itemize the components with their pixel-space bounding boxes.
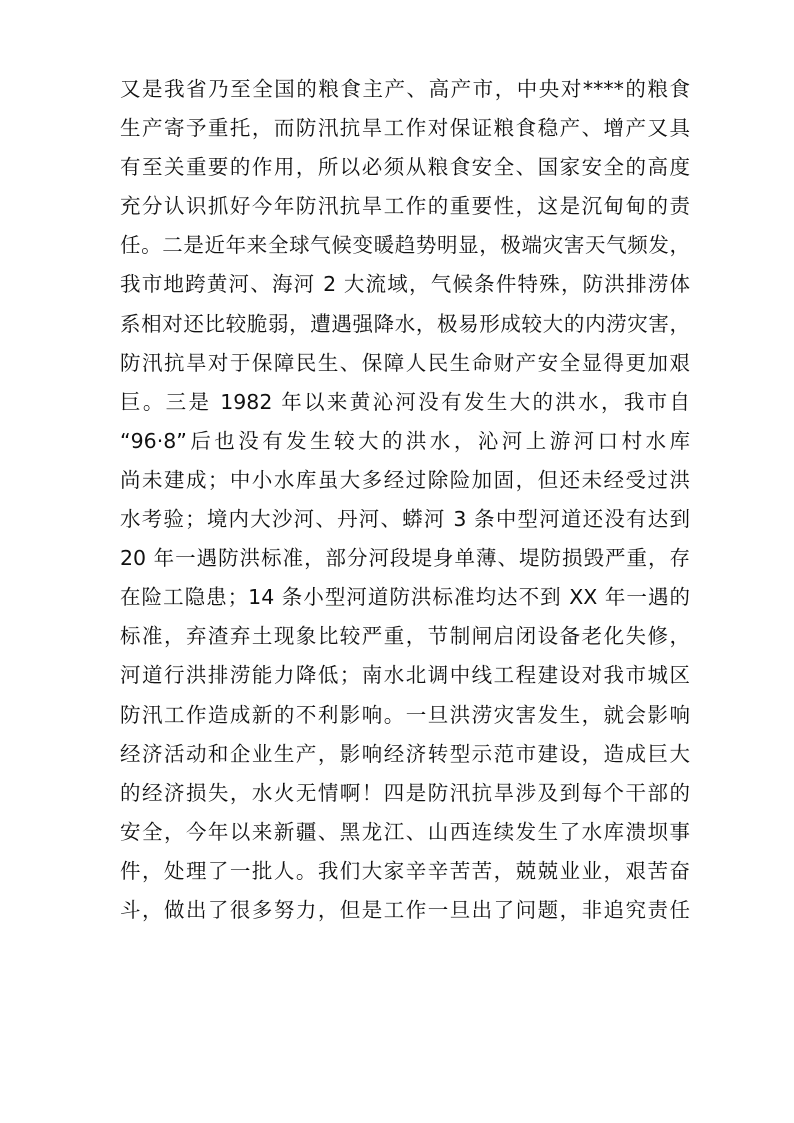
text-line: 生产寄予重托，而防汛抗旱工作对保证粮食稳产、增产又具 xyxy=(120,116,690,141)
text-line: 在险工隐患；14 条小型河道防洪标准均达不到 XX 年一遇的 xyxy=(120,585,690,610)
text-line: 任。二是近年来全球气候变暖趋势明显，极端灾害天气频发， xyxy=(120,233,690,258)
text-line: 经济活动和企业生产，影响经济转型示范市建设，造成巨大 xyxy=(120,741,690,766)
text-line: 水考验；境内大沙河、丹河、蟒河 3 条中型河道还没有达到 xyxy=(120,507,690,532)
text-line: 件，处理了一批人。我们大家辛辛苦苦，兢兢业业，艰苦奋 xyxy=(120,858,690,883)
text-line: 防汛抗旱对于保障民生、保障人民生命财产安全显得更加艰 xyxy=(120,350,690,375)
text-line: “96·8”后也没有发生较大的洪水，沁河上游河口村水库 xyxy=(120,428,690,453)
text-line: 的经济损失，水火无情啊！四是防汛抗旱涉及到每个干部的 xyxy=(120,780,690,805)
text-line: 标准，弃渣弃土现象比较严重，节制闸启闭设备老化失修， xyxy=(120,624,690,649)
text-line: 系相对还比较脆弱，遭遇强降水，极易形成较大的内涝灾害， xyxy=(120,311,690,336)
body-text xyxy=(120,70,690,930)
text-line: 充分认识抓好今年防汛抗旱工作的重要性，这是沉甸甸的责 xyxy=(120,194,690,219)
text-line: 巨。三是 1982 年以来黄沁河没有发生大的洪水，我市自 xyxy=(120,389,690,414)
text-line: 河道行洪排涝能力降低；南水北调中线工程建设对我市城区 xyxy=(120,663,690,688)
text-line: 斗，做出了很多努力，但是工作一旦出了问题，非追究责任 xyxy=(120,897,690,922)
text-line: 尚未建成；中小水库虽大多经过除险加固，但还未经受过洪 xyxy=(120,467,690,492)
text-line: 我市地跨黄河、海河 2 大流域，气候条件特殊，防洪排涝体 xyxy=(120,272,690,297)
text-line: 安全，今年以来新疆、黑龙江、山西连续发生了水库溃坝事 xyxy=(120,819,690,844)
text-line: 有至关重要的作用，所以必须从粮食安全、国家安全的高度 xyxy=(120,155,690,180)
text-line: 防汛工作造成新的不利影响。一旦洪涝灾害发生，就会影响 xyxy=(120,702,690,727)
text-line: 又是我省乃至全国的粮食主产、高产市，中央对****的粮食 xyxy=(120,77,690,101)
text-line: 20 年一遇防洪标准，部分河段堤身单薄、堤防损毁严重，存 xyxy=(120,546,690,571)
